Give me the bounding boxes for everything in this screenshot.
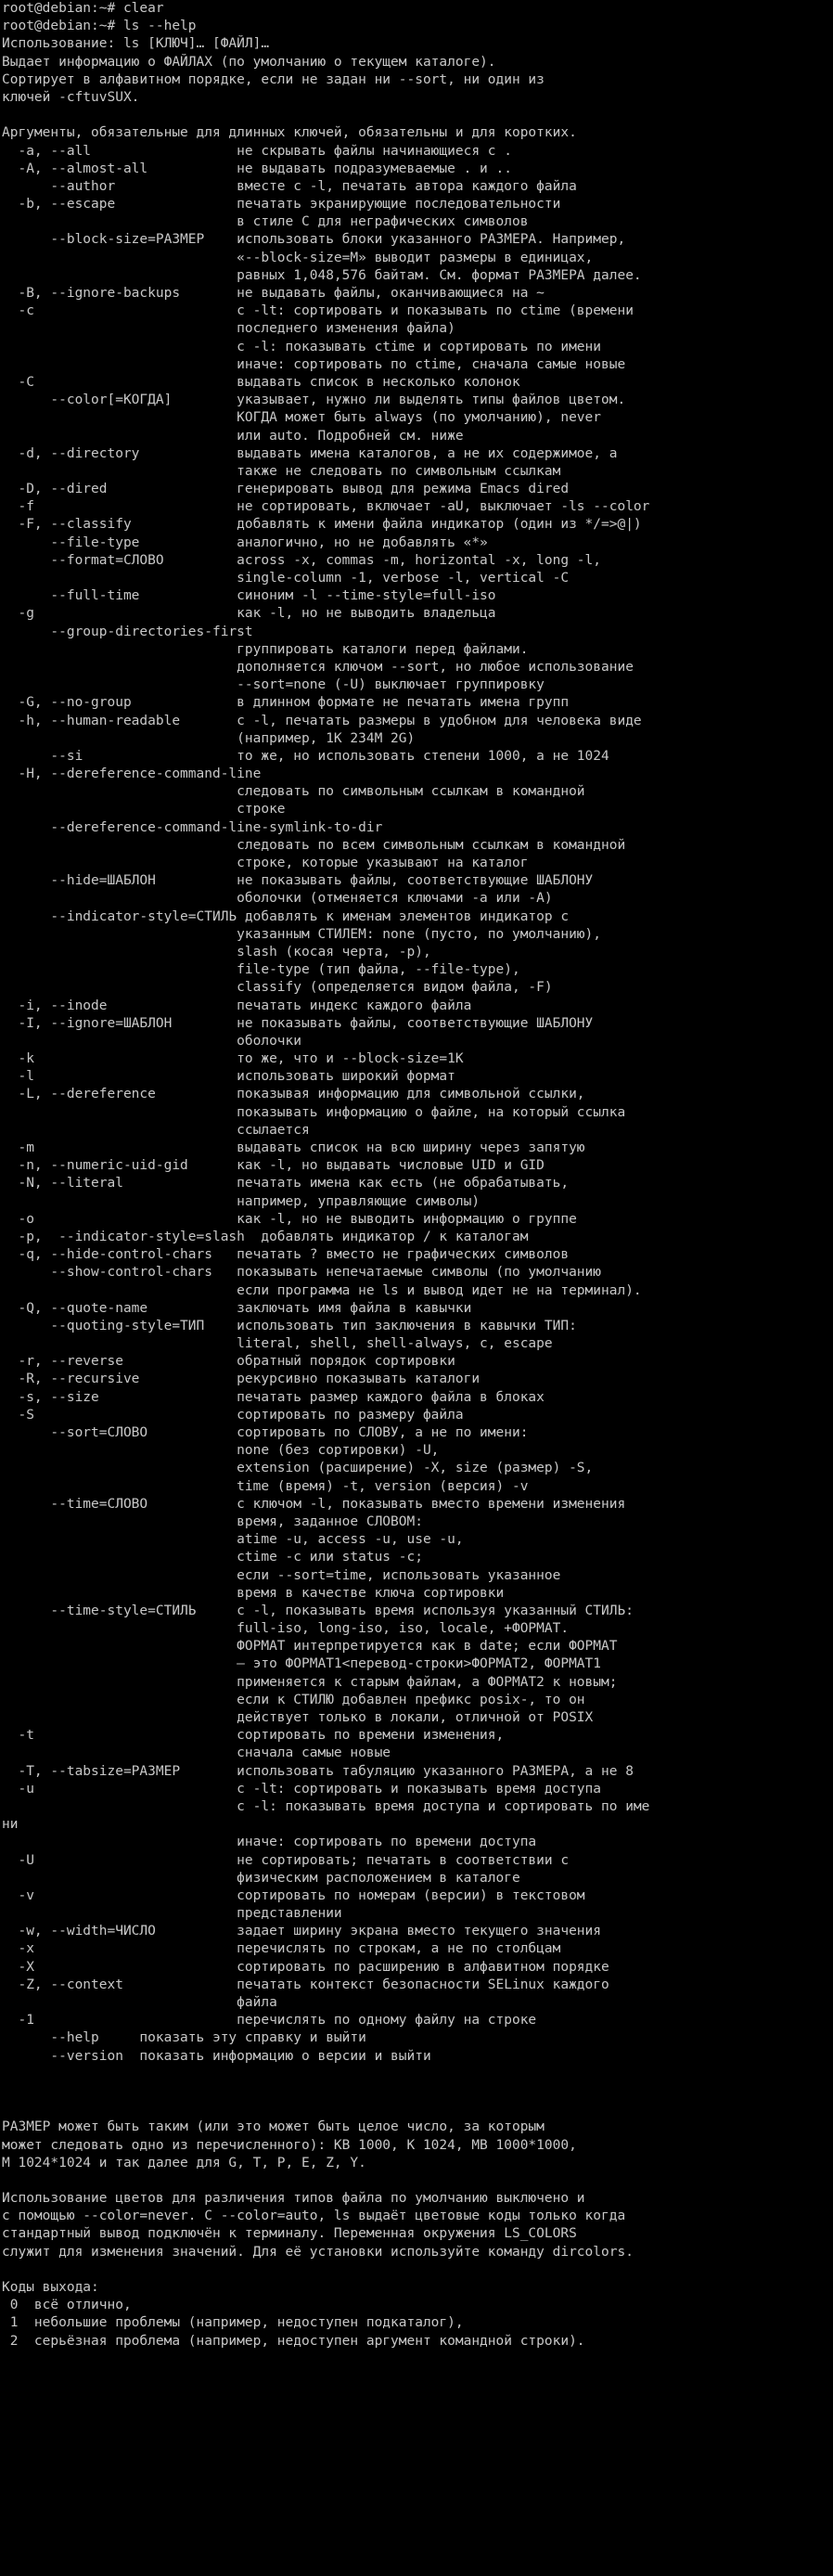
terminal-line: single-column -1, verbose -l, vertical -C [2, 571, 570, 586]
terminal-line: -q, --hide-control-chars печатать ? вместо не графических символов [2, 1247, 570, 1263]
terminal-line: -H, --dereference-command-line [2, 766, 262, 782]
terminal-line: --dereference-command-line-symlink-to-dir [2, 819, 383, 835]
terminal-line: Коды выхода: [2, 2280, 99, 2295]
terminal-line: slash (косая черта, -p), [2, 944, 431, 960]
terminal-line: ключей -cftuvSUX. [2, 89, 140, 105]
terminal-line: -w, --width=ЧИСЛО задает ширину экрана вместо текущего значения [2, 1924, 602, 1939]
terminal-line: файла [2, 1995, 277, 2010]
terminal-line: -N, --literal печатать имена как есть (не обрабатывать, [2, 1176, 570, 1191]
terminal-line: -p, --indicator-style=slash добавлять индикатор / к каталогам [2, 1229, 529, 1244]
terminal-line: применяется к старым файлам, а ФОРМАТ2 к новым; [2, 1674, 618, 1690]
terminal-line: -n, --numeric-uid-gid как -l, но выдавать числовые UID и GID [2, 1158, 545, 1174]
terminal-line: -c с -lt: сортировать и показывать по ctime (времени [2, 303, 634, 319]
terminal-line: --full-time синоним -l --time-style=full-iso [2, 588, 496, 604]
terminal-line: --sort=СЛОВО сортировать по СЛОВУ, а не по имени: [2, 1425, 529, 1440]
terminal-line: оболочки [2, 1033, 302, 1049]
terminal-line: Сортирует в алфавитном порядке, если не задан ни --sort, ни один из [2, 71, 545, 87]
terminal-line: --si то же, но использовать степени 1000, а не 1024 [2, 748, 609, 764]
terminal-line: -b, --escape печатать экранирующие последовательности [2, 197, 561, 213]
terminal-line: иначе: сортировать по времени доступа [2, 1835, 537, 1850]
terminal-line: 0 всё отлично, [2, 2298, 132, 2313]
terminal-line: -R, --recursive рекурсивно показывать каталоги [2, 1372, 481, 1387]
terminal-line: file-type (тип файла, --file-type), [2, 962, 520, 978]
terminal-line: последнего изменения файла) [2, 321, 455, 337]
terminal-line: -f не сортировать, включает -aU, выключает -ls --color [2, 499, 650, 515]
terminal-line: extension (расширение) -X, size (размер) -S, [2, 1461, 594, 1476]
terminal-line: (например, 1K 234M 2G) [2, 730, 416, 746]
terminal-line: -i, --inode печатать индекс каждого файла [2, 998, 472, 1013]
terminal-line: с -l: показывать время доступа и сортировать по име [2, 1798, 650, 1814]
terminal-line: -A, --almost-all не выдавать подразумеваемые . и .. [2, 161, 512, 176]
terminal-line: дополняется ключом --sort, но любое использование [2, 659, 634, 675]
terminal-line: «--block-size=M» выводит размеры в единицах, [2, 250, 594, 265]
terminal-line: --color[=КОГДА] указывает, нужно ли выделять типы файлов цветом. [2, 393, 626, 408]
terminal-line: представлении [2, 1906, 342, 1922]
terminal-line: -U не сортировать; печатать в соответствии с [2, 1852, 570, 1868]
terminal-line: -F, --classify добавлять к имени файла индикатор (один из */=>@|) [2, 517, 642, 533]
terminal-line: -S сортировать по размеру файла [2, 1407, 464, 1423]
terminal-line: — это ФОРМАТ1<перевод-строки>ФОРМАТ2, ФОРМАТ1 [2, 1656, 602, 1672]
terminal-line [2, 107, 833, 124]
terminal-line: КОГДА может быть always (по умолчанию), never [2, 410, 602, 426]
terminal-line: -C выдавать список в несколько колонок [2, 374, 520, 390]
terminal-line: строке [2, 802, 286, 818]
terminal-line: --file-type аналогично, но не добавлять «*» [2, 535, 488, 550]
terminal-line: также не следовать по символьным ссылкам [2, 463, 561, 479]
terminal-line: если к СТИЛЮ добавлен префикс posix-, то он [2, 1692, 585, 1707]
terminal-line: время, заданное СЛОВОМ: [2, 1513, 423, 1529]
terminal-line: строке, которые указывают на каталог [2, 856, 529, 870]
terminal-line: Использование: ls [КЛЮЧ]… [ФАЙЛ]… [2, 36, 270, 52]
terminal-line: -L, --dereference показывая информацию для символьной ссылки, [2, 1087, 585, 1102]
terminal-line: -g как -l, но не выводить владельца [2, 606, 496, 622]
terminal-line: оболочки (отменяется ключами -a или -A) [2, 891, 553, 907]
prompt-line: root@debian:~# clear [2, 1, 164, 16]
terminal-line [2, 2083, 833, 2101]
terminal-line: --block-size=РАЗМЕР использовать блоки указанного РАЗМЕРА. Например, [2, 232, 626, 248]
terminal-line: -m выдавать список на всю ширину через запятую [2, 1140, 585, 1155]
terminal-line: показывать информацию о файле, на который ссылка [2, 1104, 626, 1120]
terminal-line: иначе: сортировать по ctime, сначала самые новые [2, 356, 626, 372]
terminal-line: или auto. Подробней см. ниже [2, 428, 464, 444]
terminal-line: --version показать информацию о версии и выйти [2, 2048, 431, 2064]
terminal-line: --group-directories-first [2, 624, 253, 639]
terminal-line: -r, --reverse обратный порядок сортировки [2, 1354, 455, 1370]
terminal-line: 1 небольшие проблемы (например, недоступен подкаталог), [2, 2315, 464, 2331]
terminal-line: ссылается [2, 1122, 310, 1138]
terminal-line: -X сортировать по расширению в алфавитном порядке [2, 1959, 609, 1975]
terminal-line: literal, shell, shell-always, c, escape [2, 1336, 553, 1352]
terminal-line: Аргументы, обязательные для длинных ключей, обязательны и для коротких. [2, 125, 577, 141]
terminal-line: в стиле C для неграфических символов [2, 214, 529, 230]
terminal-line: группировать каталоги перед файлами. [2, 641, 529, 657]
terminal-line: --indicator-style=СТИЛЬ добавлять к именам элементов индикатор с [2, 908, 570, 924]
terminal-line: -v сортировать по номерам (версии) в текстовом [2, 1887, 585, 1903]
prompt-line: root@debian:~# ls --help [2, 19, 197, 34]
terminal-line: --quoting-style=ТИП использовать тип заключения в кавычки ТИП: [2, 1318, 577, 1333]
terminal-line: --format=СЛОВО across -x, commas -m, horizontal -x, long -l, [2, 552, 602, 568]
terminal-line: --time-style=СТИЛЬ с -l, показывать время используя указанный СТИЛЬ: [2, 1603, 634, 1618]
terminal-line: время в качестве ключа сортировки [2, 1585, 505, 1601]
terminal-line: с -l: показывать ctime и сортировать по имени [2, 339, 602, 354]
terminal-line: если --sort=time, использовать указанное [2, 1567, 561, 1583]
terminal-line: atime -u, access -u, use -u, [2, 1532, 464, 1548]
terminal-line: classify (определяется видом файла, -F) [2, 980, 553, 996]
terminal-line: -I, --ignore=ШАБЛОН не показывать файлы, соответствующие ШАБЛОНУ [2, 1015, 594, 1031]
terminal-line: -s, --size печатать размер каждого файла в блоках [2, 1389, 545, 1405]
terminal-line: full-iso, long-iso, iso, locale, +ФОРМАТ. [2, 1621, 570, 1637]
terminal-line: --help показать эту справку и выйти [2, 2030, 366, 2046]
terminal-line: 2 серьёзная проблема (например, недоступен аргумент командной строки). [2, 2333, 585, 2349]
terminal-line: -D, --dired генерировать вывод для режима Emacs dired [2, 482, 570, 497]
terminal-line: действует только в локали, отличной от POSIX [2, 1710, 594, 1725]
terminal-line: РАЗМЕР может быть таким (или это может быть целое число, за которым [2, 2119, 545, 2135]
terminal-line: none (без сортировки) -U, [2, 1443, 440, 1459]
terminal-line: -l использовать широкий формат [2, 1069, 455, 1085]
terminal-line: -B, --ignore-backups не выдавать файлы, оканчивающиеся на ~ [2, 286, 545, 301]
terminal-line: равных 1,048,576 байтам. См. формат РАЗМЕРА далее. [2, 267, 642, 283]
terminal-line [2, 2172, 833, 2190]
terminal-line [2, 2066, 833, 2083]
terminal-line: -o как -l, но не выводить информацию о группе [2, 1211, 577, 1227]
terminal-line: time (время) -t, version (версия) -v [2, 1478, 529, 1494]
terminal-line: например, управляющие символы) [2, 1193, 481, 1209]
terminal-line: -Z, --context печатать контекст безопасности SELinux каждого [2, 1977, 609, 1992]
terminal-line: следовать по всем символьным ссылкам в командной [2, 837, 626, 853]
terminal-line: -T, --tabsize=РАЗМЕР использовать табуляцию указанного РАЗМЕРА, а не 8 [2, 1763, 634, 1779]
terminal-line: --time=СЛОВО с ключом -l, показывать вместо времени изменения [2, 1496, 626, 1512]
terminal-line: -h, --human-readable с -l, печатать размеры в удобном для человека виде [2, 713, 642, 728]
terminal-line: M 1024*1024 и так далее для G, T, P, E, Z, Y. [2, 2155, 366, 2170]
terminal-line: физическим расположением в каталоге [2, 1870, 520, 1886]
terminal-line: -G, --no-group в длинном формате не печатать имена групп [2, 695, 570, 711]
terminal-line: -k то же, что и --block-size=1K [2, 1051, 464, 1067]
terminal-line: стандартный вывод подключён к терминалу. Переменная окружения LS_COLORS [2, 2226, 577, 2242]
terminal-line: -a, --all не скрывать файлы начинающиеся с . [2, 143, 512, 159]
terminal-line: указанным СТИЛЕМ: none (пусто, по умолчанию), [2, 926, 602, 942]
terminal-line: служит для изменения значений. Для её установки используйте команду dircolors. [2, 2244, 634, 2260]
terminal-line: -Q, --quote-name заключать имя файла в кавычки [2, 1300, 472, 1316]
terminal-line: --sort=none (-U) выключает группировку [2, 677, 545, 693]
terminal-line: -1 перечислять по одному файлу на строке [2, 2013, 537, 2029]
terminal-line: если программа не ls и вывод идет не на терминал). [2, 1282, 642, 1298]
terminal-line [2, 2101, 833, 2119]
terminal-line: --show-control-chars показывать непечатаемые символы (по умолчанию [2, 1265, 602, 1281]
terminal-line: -t сортировать по времени изменения, [2, 1728, 505, 1744]
terminal-line: ни [2, 1817, 19, 1833]
terminal-line: может следовать одно из перечисленного): KB 1000, K 1024, MB 1000*1000, [2, 2137, 577, 2153]
terminal-line: сначала самые новые [2, 1745, 391, 1761]
terminal-line: ctime -c или status -c; [2, 1550, 423, 1565]
terminal-line [2, 2261, 833, 2279]
terminal-line: -u с -lt: сортировать и показывать время доступа [2, 1781, 602, 1797]
terminal-line: с помощью --color=never. С --color=auto, ls выдаёт цветовые коды только когда [2, 2209, 626, 2224]
terminal-line: Выдает информацию о ФАЙЛАХ (по умолчанию о текущем каталоге). [2, 54, 496, 70]
terminal-line: -d, --directory выдавать имена каталогов, а не их содержимое, а [2, 445, 618, 461]
terminal-line: ФОРМАТ интерпретируется как в date; если ФОРМАТ [2, 1639, 618, 1655]
terminal-line: --hide=ШАБЛОН не показывать файлы, соответствующие ШАБЛОНУ [2, 873, 594, 889]
terminal-line: --author вместе с -l, печатать автора каждого файла [2, 178, 577, 194]
terminal-line: следовать по символьным ссылкам в командной [2, 784, 585, 800]
terminal-line: -x перечислять по строкам, а не по столбцам [2, 1941, 561, 1957]
terminal-line: Использование цветов для различения типов файла по умолчанию выключено и [2, 2191, 585, 2207]
